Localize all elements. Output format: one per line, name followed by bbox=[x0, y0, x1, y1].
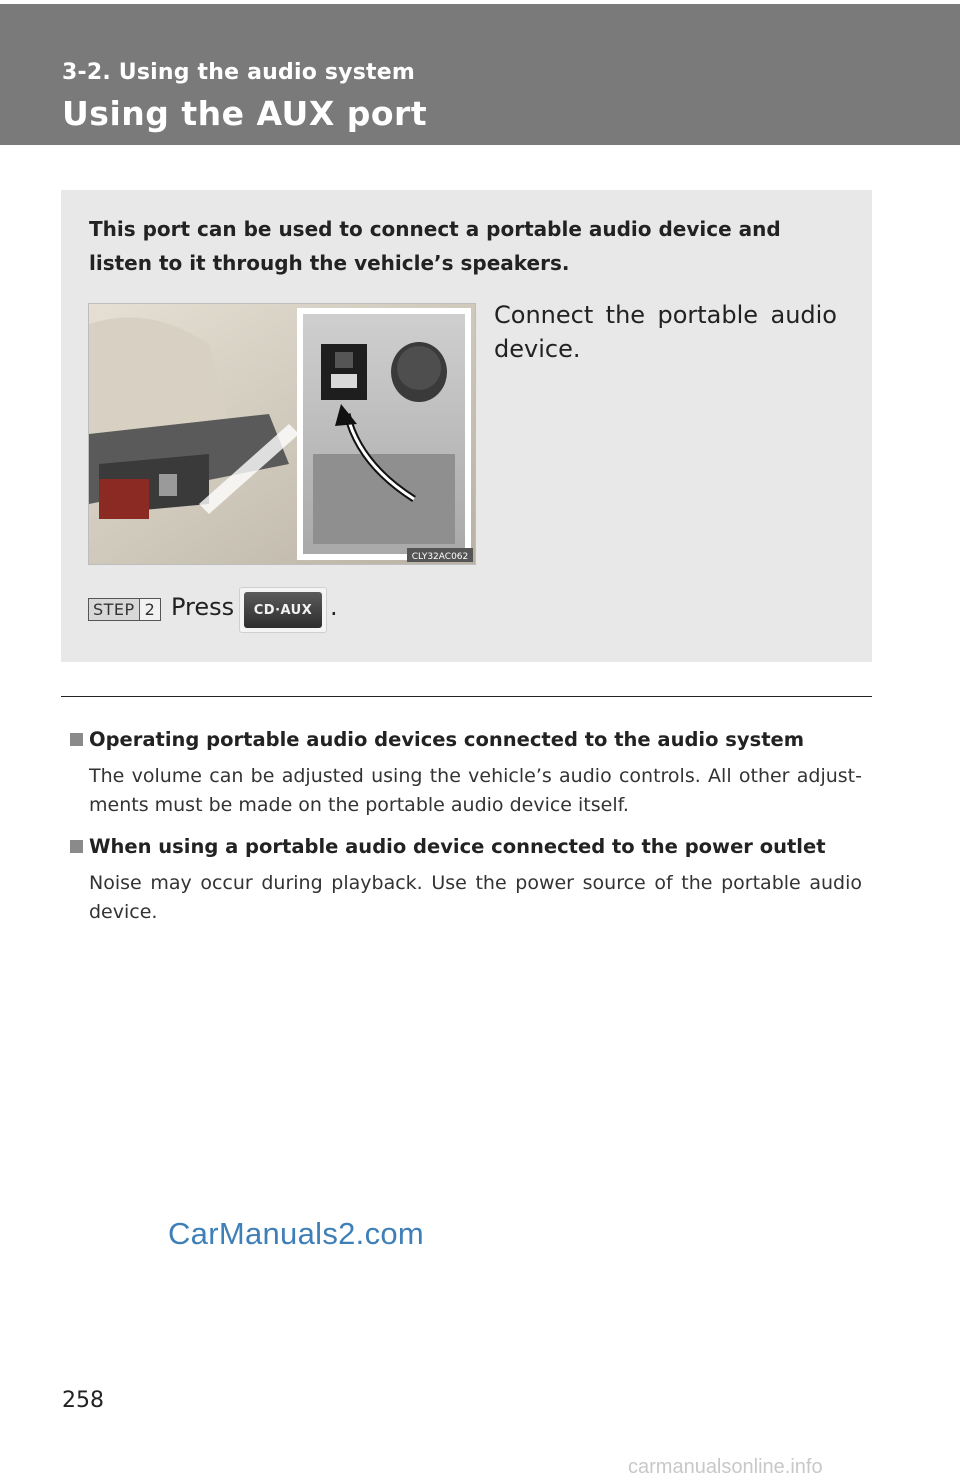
note-heading bbox=[70, 728, 870, 751]
footer-site-text: carmanualsonline.info bbox=[628, 1456, 823, 1478]
aux-port-illustration bbox=[89, 304, 475, 564]
cd-aux-button-label: CD·AUX bbox=[244, 592, 322, 628]
procedure-box bbox=[61, 190, 872, 662]
intro-text: This port can be used to connect a portable audio device and listen to it through the vehicle’s speakers. bbox=[89, 217, 781, 275]
note-heading bbox=[70, 835, 870, 858]
step-2-word: STEP bbox=[93, 600, 135, 619]
square-bullet-icon bbox=[70, 733, 83, 746]
note-body: Noise may occur during playback. Use the power source of the portable audio device. bbox=[89, 872, 862, 923]
section-label: 3-2. Using the audio system bbox=[62, 60, 415, 85]
step-1-text: Connect the portable audio device. bbox=[494, 301, 837, 363]
note-power-outlet bbox=[70, 835, 870, 927]
figure-code: CLY32AC062 bbox=[411, 552, 469, 562]
aux-port-photo bbox=[88, 303, 476, 565]
cd-aux-button-graphic bbox=[239, 587, 327, 633]
step-2-press-text: Press bbox=[171, 593, 235, 621]
page-number: 258 bbox=[62, 1388, 104, 1413]
page-title: Using the AUX port bbox=[62, 94, 428, 133]
step-2-period: . bbox=[330, 593, 338, 621]
divider-rule bbox=[61, 696, 872, 697]
page-header bbox=[0, 0, 960, 145]
watermark-text: CarManuals2.com bbox=[168, 1216, 425, 1251]
note-heading-text: When using a portable audio device connected to the power outlet bbox=[89, 835, 826, 858]
note-body: The volume can be adjusted using the vehicle’s audio controls. All other adjust-ments must be made on the portable audio device itself. bbox=[89, 765, 862, 816]
note-operating-devices bbox=[70, 728, 870, 820]
step-2-badge bbox=[88, 598, 161, 621]
step-2-number: 2 bbox=[139, 599, 160, 620]
square-bullet-icon bbox=[70, 840, 83, 853]
header-top-edge bbox=[0, 0, 960, 4]
note-heading-text: Operating portable audio devices connected to the audio system bbox=[89, 728, 805, 751]
